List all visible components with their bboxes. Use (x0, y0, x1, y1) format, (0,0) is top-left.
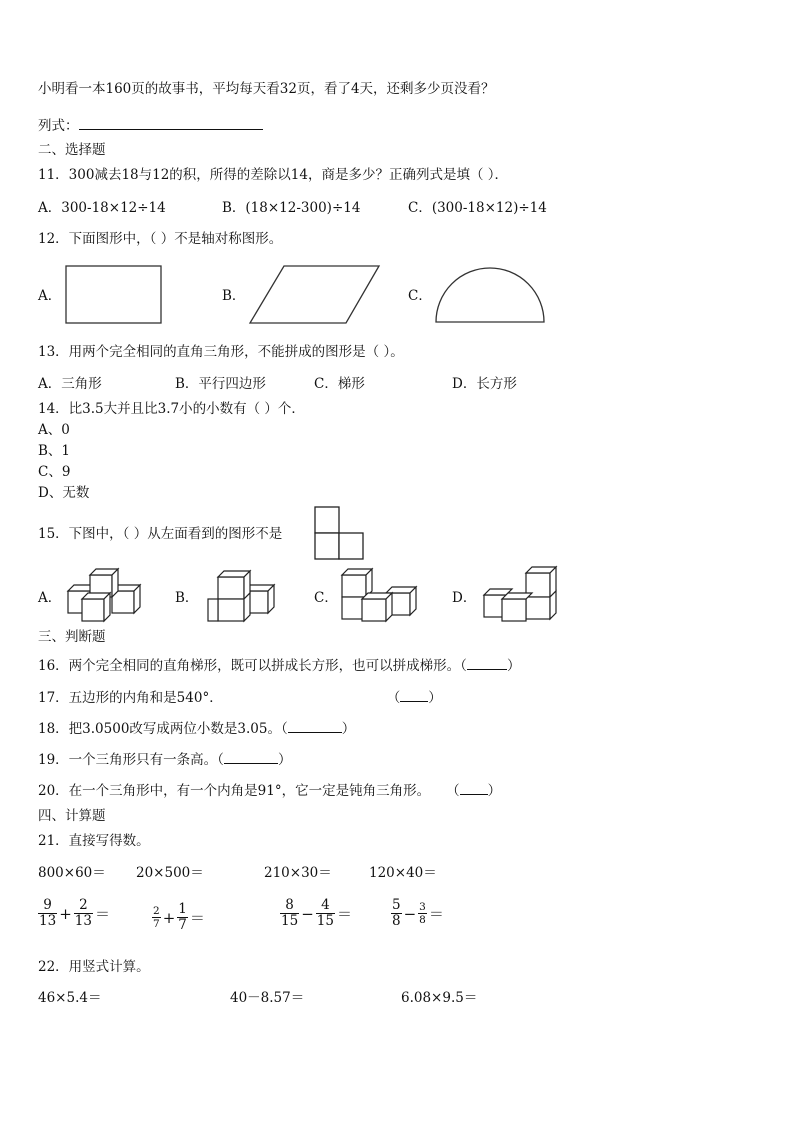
q12-option-b: B． (222, 288, 246, 304)
q14-option-c: C、9 (38, 464, 71, 480)
calc-item: 20×500＝ (136, 865, 204, 881)
q15-option-a: A． (38, 590, 62, 606)
q13-stem: 13．用两个完全相同的直角三角形，不能拼成的图形是（ ）。 (38, 344, 404, 360)
judge-blank-17 (400, 687, 428, 702)
vertical-calc-item: 6.08×9.5＝ (401, 990, 478, 1006)
cube-stack-a-icon (66, 567, 144, 625)
calc-item: 210×30＝ (264, 865, 332, 881)
q14-option-d: D、无数 (38, 485, 90, 501)
calc-item: 120×40＝ (369, 865, 437, 881)
q13-option-d: D．长方形 (452, 376, 517, 392)
q21-stem: 21．直接写得数。 (38, 833, 150, 849)
section-choice-heading: 二、选择题 (38, 142, 106, 158)
q12-option-a: A． (38, 288, 62, 304)
semicircle-icon (434, 264, 548, 326)
section-calc-heading: 四、计算题 (38, 808, 106, 824)
intro-answer-line (38, 115, 263, 135)
judge-item-18: 18．把3.0500改写成两位小数是3.05。（ ） (38, 718, 355, 738)
q14-stem: 14．比3.5大并且比3.7小的小数有（ ）个． (38, 401, 305, 417)
q15-option-c: C． (314, 590, 338, 606)
q14-option-b: B、1 (38, 443, 71, 459)
intro-problem-text: 小明看一本160页的故事书，平均每天看32页，看了4天，还剩多少页没看？ (38, 81, 495, 97)
vertical-calc-item: 40－8.57＝ (230, 990, 305, 1006)
q13-option-b: B．平行四边形 (175, 376, 266, 392)
calc-item: 800×60＝ (38, 865, 106, 881)
q15-option-d: D． (452, 590, 477, 606)
q13-option-c: C．梯形 (314, 376, 365, 392)
side-view-reference-icon (314, 506, 366, 562)
fraction-expr-1: $\frac{9}{13}$ + $\frac{2}{13}$ ＝ (39, 897, 110, 929)
q15-stem-text: 15．下图中，（ ）从左面看到的图形不是 (38, 526, 283, 542)
judge-item-20: 20．在一个三角形中，有一个内角是91°，它一定是钝角三角形。 （ ） (38, 780, 501, 800)
parallelogram-icon (248, 264, 384, 326)
judge-item-16: 16．两个完全相同的直角梯形，既可以拼成长方形，也可以拼成梯形。（ ） (38, 655, 520, 675)
judge-blank-16 (467, 655, 507, 670)
judge-blank-18 (288, 718, 342, 733)
fraction-expr-3: $\frac{8}{15}$ − $\frac{4}{15}$ ＝ (281, 897, 352, 929)
q15-stem (38, 525, 348, 543)
rectangle-icon (64, 264, 164, 326)
q11-option-c: C．(300-18×12)÷14 (408, 200, 547, 216)
q11-stem: 11．300减去18与12的积，所得的差除以14，商是多少？正确列式是填（ ）． (38, 167, 509, 183)
cube-stack-d-icon (480, 565, 558, 625)
q11-option-b: B．(18×12-300)÷14 (222, 200, 361, 216)
judge-item-17: 17．五边形的内角和是540°． （ ） (38, 687, 442, 707)
answer-blank (79, 115, 263, 130)
q13-option-a: A．三角形 (38, 376, 102, 392)
fraction-expr-4: $\frac{5}{8}$ − $\frac{3}{8}$ ＝ (392, 897, 444, 929)
q22-stem: 22．用竖式计算。 (38, 959, 150, 975)
cube-stack-c-icon (340, 567, 416, 625)
q15-option-b: B． (175, 590, 199, 606)
q12-stem: 12．下面图形中，（ ）不是轴对称图形。 (38, 231, 283, 247)
q14-option-a: A、0 (38, 422, 70, 438)
section-judge-heading: 三、判断题 (38, 629, 106, 645)
q12-option-c: C． (408, 288, 432, 304)
judge-blank-19 (224, 749, 278, 764)
answer-label: 列式： (38, 118, 79, 134)
q11-option-a: A．300-18×12÷14 (38, 200, 166, 216)
fraction-expr-2: $\frac{2}{7}$ + $\frac{1}{7}$ ＝ (153, 901, 205, 933)
cube-stack-b-icon (204, 569, 282, 625)
judge-blank-20 (460, 780, 488, 795)
vertical-calc-item: 46×5.4＝ (38, 990, 102, 1006)
judge-item-19: 19．一个三角形只有一条高。（ ） (38, 749, 291, 769)
